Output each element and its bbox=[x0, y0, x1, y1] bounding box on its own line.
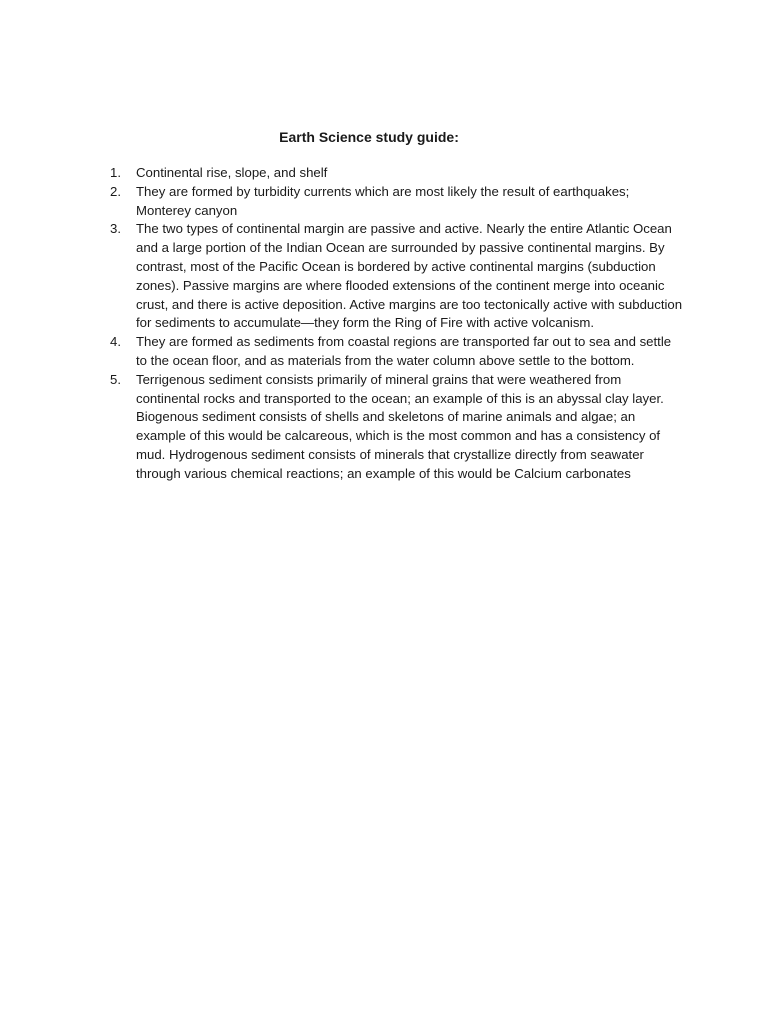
item-number: 2. bbox=[110, 183, 121, 199]
item-text: Terrigenous sediment consists primarily of mineral grains that were weathered from continental rocks and transported to the ocean; an example of this is an abyssal clay layer. Biogenous sediment consists of shells and skeletons of marine animals and algae; an example of this would be calcareous, which is the most common and has a consistency of mud. Hydrogenous sediment consists of minerals that crystallize directly from seawater through various chemical reactions; an example of this would be Calcium carbonates bbox=[136, 371, 664, 481]
item-number: 5. bbox=[110, 371, 121, 387]
answer-list bbox=[110, 164, 685, 484]
item-text: The two types of continental margin are passive and active. Nearly the entire Atlantic Ocean and a large portion of the Indian Ocean are surrounded by passive continental margins. By contrast, most of the Pacific Ocean is bordered by active continental margins (subduction zones). Passive margins are where flooded extensions of the continent merge into oceanic crust, and there is active deposition. Active margins are too tectonically active with subduction for sediments to accumulate—they form the Ring of Fire with active volcanism. bbox=[136, 221, 683, 331]
list-item bbox=[110, 183, 685, 221]
item-number: 4. bbox=[110, 334, 121, 350]
item-text: They are formed by turbidity currents which are most likely the result of earthquakes; Monterey canyon bbox=[136, 183, 630, 218]
item-number: 3. bbox=[110, 221, 121, 237]
page-title: Earth Science study guide: bbox=[279, 129, 459, 145]
item-text: Continental rise, slope, and shelf bbox=[136, 165, 328, 180]
item-text: They are formed as sediments from coastal regions are transported far out to sea and settle to the ocean floor, and as materials from the water column above settle to the bottom. bbox=[136, 334, 672, 368]
item-number: 1. bbox=[110, 165, 121, 180]
list-item bbox=[110, 333, 685, 371]
list-item bbox=[110, 371, 685, 484]
list-item bbox=[110, 220, 685, 333]
list-item bbox=[110, 164, 685, 183]
